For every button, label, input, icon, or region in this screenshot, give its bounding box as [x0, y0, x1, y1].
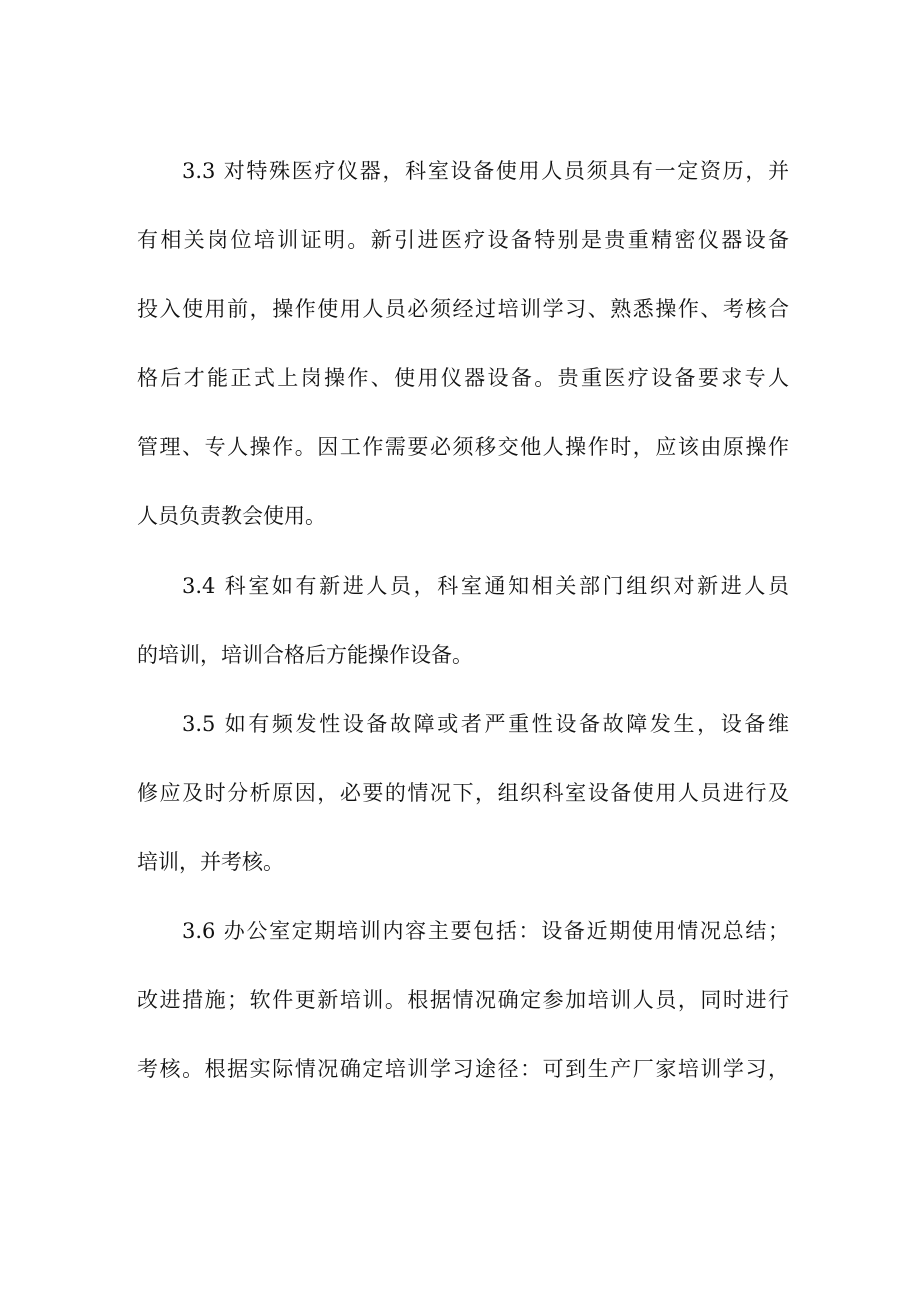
paragraph-3-3-line-3: 投入使用前，操作使用人员必须经过培训学习、熟悉操作、考核合	[137, 297, 789, 321]
paragraph-3-3-line-1: 3.3 对特殊医疗仪器，科室设备使用人员须具有一定资历，并	[182, 159, 789, 183]
paragraph-3-3-line-6: 人员负责教会使用。	[137, 504, 326, 528]
paragraph-3-4-line-2: 的培训，培训合格后方能操作设备。	[137, 643, 473, 667]
paragraph-3-5-line-1: 3.5 如有频发性设备故障或者严重性设备故障发生，设备维	[182, 712, 789, 736]
paragraph-3-6-line-1: 3.6 办公室定期培训内容主要包括：设备近期使用情况总结；	[182, 919, 789, 943]
paragraph-3-6-line-2: 改进措施；软件更新培训。根据情况确定参加培训人员，同时进行	[137, 988, 789, 1012]
paragraph-3-5-line-3: 培训，并考核。	[137, 850, 284, 874]
paragraph-3-3-line-2: 有相关岗位培训证明。新引进医疗设备特别是贵重精密仪器设备	[137, 228, 789, 252]
paragraph-3-5-line-2: 修应及时分析原因，必要的情况下，组织科室设备使用人员进行及	[137, 781, 789, 805]
paragraph-3-4-line-1: 3.4 科室如有新进人员，科室通知相关部门组织对新进人员	[182, 574, 789, 598]
paragraph-3-3-line-4: 格后才能正式上岗操作、使用仪器设备。贵重医疗设备要求专人	[137, 366, 789, 390]
paragraph-3-6-line-3: 考核。根据实际情况确定培训学习途径：可到生产厂家培训学习，	[137, 1057, 789, 1081]
paragraph-3-3-line-5: 管理、专人操作。因工作需要必须移交他人操作时，应该由原操作	[137, 435, 789, 459]
